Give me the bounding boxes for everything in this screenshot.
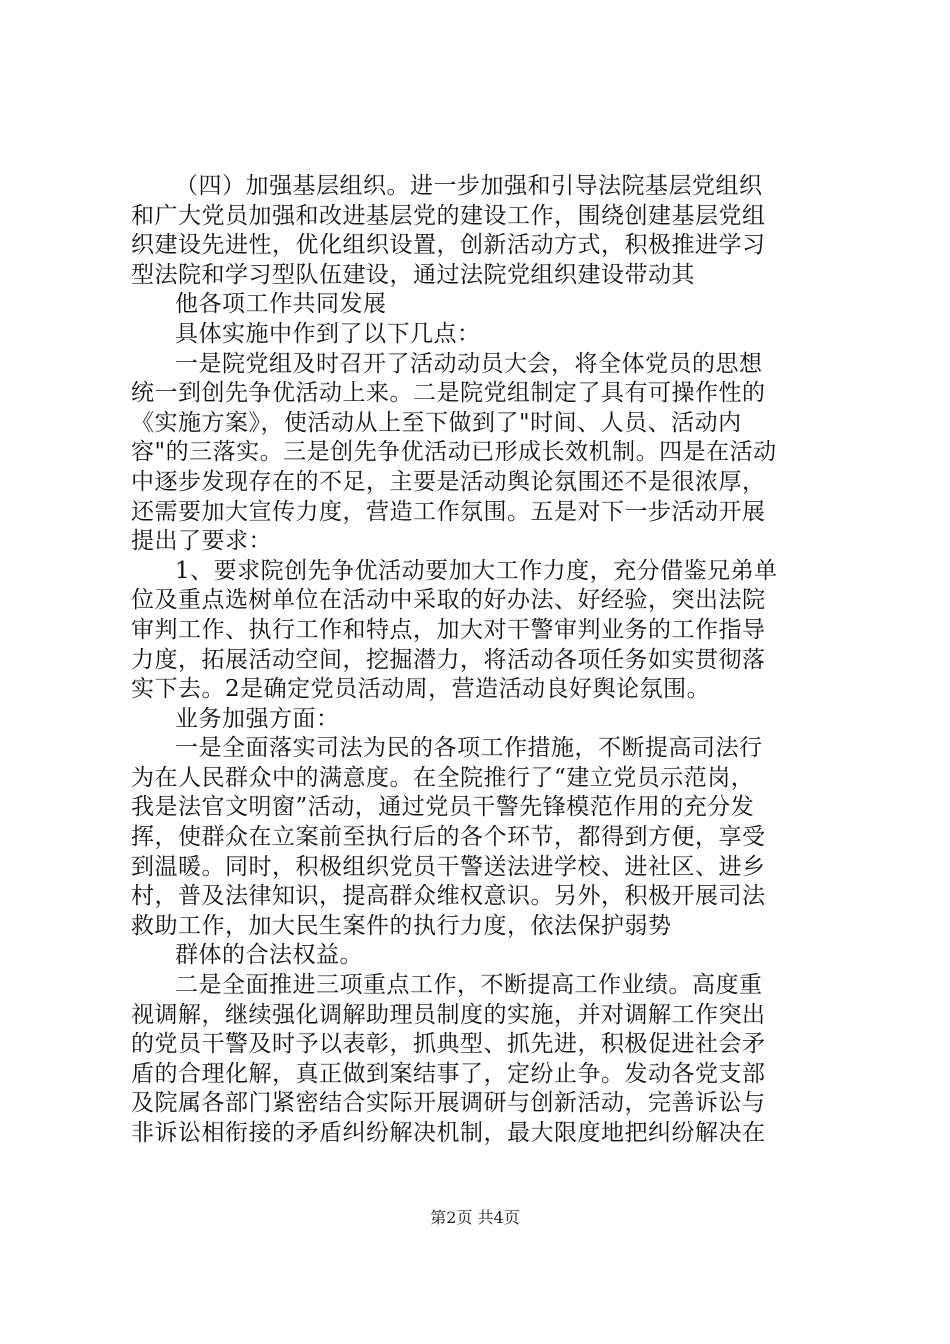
text-line: 挥，使群众在立案前至执行后的各个环节，都得到方便，享受 (131, 824, 766, 851)
text-line: 为在人民群众中的满意度。在全院推行了“建立党员示范岗， (131, 764, 755, 791)
text-line: 力度，拓展活动空间，挖掘潜力，将活动各项任务如实贯彻落 (131, 646, 766, 673)
text-line: 织建设先进性，优化组织设置，创新活动方式，积极推进学习 (131, 232, 766, 259)
text-line: 我是法官文明窗”活动，通过党员干警先锋模范作用的充分发 (131, 794, 755, 821)
text-line: 型法院和学习型队伍建设，通过法院党组织建设带动其 (131, 261, 695, 288)
text-line: 盾的合理化解，真正做到案结事了，定纷止争。发动各党支部 (131, 1060, 766, 1087)
text-line: 具体实施中作到了以下几点： (175, 320, 481, 347)
text-line: 《实施方案》，使活动从上至下做到了"时间、人员、活动内 (131, 409, 742, 436)
text-line: 群体的合法权益。 (175, 942, 363, 969)
text-line: 一是全面落实司法为民的各项工作措施，不断提高司法行 (175, 735, 763, 762)
text-line: （四）加强基层组织。进一步加强和引导法院基层党组织 (175, 173, 763, 199)
text-line: 二是全面推进三项重点工作，不断提高工作业绩。高度重 (175, 972, 763, 999)
text-line: 及院属各部门紧密结合实际开展调研与创新活动，完善诉讼与 (131, 1090, 766, 1117)
text-line: 视调解，继续强化调解助理员制度的实施，并对调解工作突出 (131, 1001, 766, 1028)
document-body (131, 172, 831, 1149)
text-line: 统一到创先争优活动上来。二是院党组制定了具有可操作性的 (131, 380, 766, 407)
text-line: 他各项工作共同发展 (175, 291, 387, 318)
text-line: 救助工作，加大民生案件的执行力度，依法保护弱势 (131, 912, 672, 939)
text-line: 审判工作、执行工作和特点，加大对干警审判业务的工作指导 (131, 616, 766, 643)
text-line: 的党员干警及时予以表彰，抓典型、抓先进，积极促进社会矛 (131, 1031, 766, 1058)
text-line: 位及重点选树单位在活动中采取的好办法、好经验，突出法院 (131, 587, 766, 614)
text-line: 提出了要求： (131, 528, 272, 555)
text-line: 村，普及法律知识，提高群众维权意识。另外，积极开展司法 (131, 883, 766, 910)
text-line: 还需要加大宣传力度，营造工作氛围。五是对下一步活动开展 (131, 498, 766, 525)
text-line: 到温暖。同时，积极组织党员干警送法进学校、进社区、进乡 (131, 853, 766, 880)
text-line: 和广大党员加强和改进基层党的建设工作，围绕创建基层党组 (131, 202, 766, 229)
page-footer: 第2页 共4页 (430, 1208, 520, 1227)
text-line: 中逐步发现存在的不足，主要是活动舆论氛围还不是很浓厚， (131, 468, 766, 495)
text-line: 实下去。2是确定党员活动周，营造活动良好舆论氛围。 (131, 676, 711, 703)
text-line: 一是院党组及时召开了活动动员大会，将全体党员的思想 (175, 350, 763, 377)
text-line: 1、要求院创先争优活动要加大工作力度，充分借鉴兄弟单 (175, 557, 778, 584)
text-line: 容"的三落实。三是创先争优活动已形成长效机制。四是在活动 (131, 439, 777, 466)
text-line: 非诉讼相衔接的矛盾纠纷解决机制，最大限度地把纠纷解决在 (131, 1120, 766, 1146)
text-line: 业务加强方面： (175, 705, 340, 732)
